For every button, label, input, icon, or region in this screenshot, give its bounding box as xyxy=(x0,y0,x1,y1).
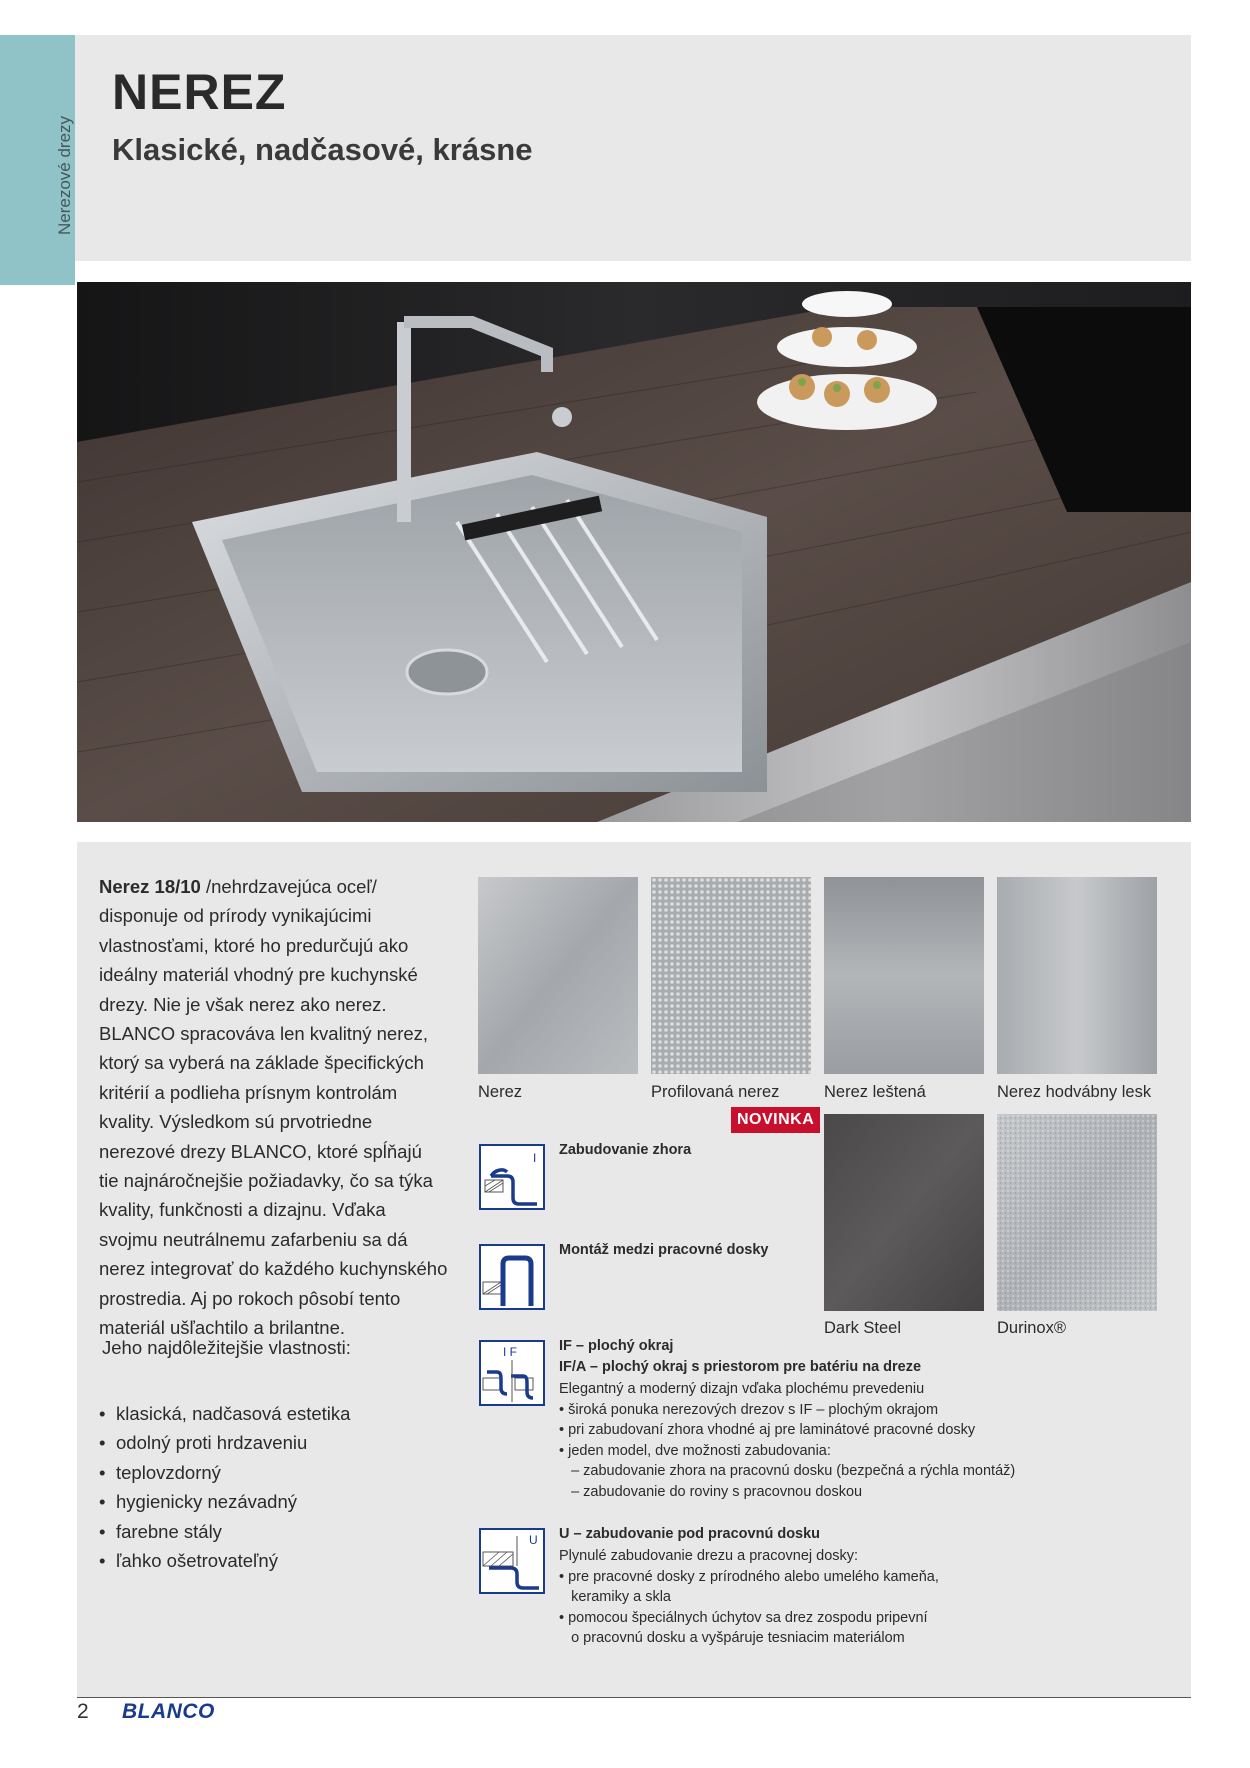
footer-divider xyxy=(77,1697,1191,1698)
swatch-profilovana-nerez xyxy=(651,877,811,1074)
mount-line: • pre pracovné dosky z prírodného alebo umelého kameňa, xyxy=(559,1568,939,1585)
intro-line: nerezové drezy BLANCO, ktoré spĺňajú xyxy=(99,1140,422,1162)
swatch-label: Dark Steel xyxy=(824,1319,902,1337)
swatch-label: Nerez hodvábny lesk xyxy=(997,1083,1152,1101)
intro-line: materiál ušľachtilo a brilantne. xyxy=(99,1317,346,1339)
flat-rim-icon xyxy=(479,1340,545,1406)
mount-line: keramiky a skla xyxy=(559,1589,671,1606)
mount-line: Elegantný a moderný dizajn vďaka plochému prevedeniu xyxy=(559,1381,925,1397)
mount-title: Montáž medzi pracovné dosky xyxy=(559,1242,769,1258)
properties-title: Jeho najdôležitejšie vlastnosti: xyxy=(102,1337,351,1358)
swatch-durinox xyxy=(997,1114,1157,1311)
intro-line: kritérií a podlieha prísnym kontrolám xyxy=(99,1081,398,1103)
list-item: • farebne stály xyxy=(99,1517,350,1546)
mount-line: • pri zabudovaní zhora vhodné aj pre laminátové pracovné dosky xyxy=(559,1422,976,1439)
swatch-nerez xyxy=(478,877,638,1074)
mount-line: • jeden model, dve možnosti zabudovania: xyxy=(559,1442,831,1459)
sink-illustration xyxy=(77,282,1191,822)
swatch-nerez-lestena xyxy=(824,877,984,1074)
intro-line: kvality. Výsledkom sú prvotriedne xyxy=(99,1111,373,1133)
list-item: • teplovzdorný xyxy=(99,1458,350,1487)
swatch-dark-steel xyxy=(824,1114,984,1311)
swatch-label: Profilovaná nerez xyxy=(651,1083,780,1101)
intro-line: drezy. Nie je však nerez ako nerez. xyxy=(99,993,387,1015)
svg-text:I: I xyxy=(533,1151,537,1165)
intro-line: prostredia. Aj po rokoch pôsobí tento xyxy=(99,1287,401,1309)
side-tab-label: Nerezové drezy xyxy=(55,115,74,235)
list-item: • hygienicky nezávadný xyxy=(99,1487,350,1516)
mount-title: Zabudovanie zhora xyxy=(559,1142,692,1158)
list-item: • odolný proti hrdzaveniu xyxy=(99,1428,350,1457)
mount-line: – zabudovanie zhora na pracovnú dosku (bezpečná a rýchla montáž) xyxy=(559,1463,1016,1480)
intro-line: ktorý sa vyberá na základe špecifických xyxy=(99,1052,424,1074)
new-badge: NOVINKA xyxy=(731,1107,895,1135)
mount-subtitle: IF/A – plochý okraj s priestorom pre batériu na dreze xyxy=(559,1359,922,1375)
mount-line: – zabudovanie do roviny s pracovnou doskou xyxy=(559,1483,863,1500)
svg-text:I F: I F xyxy=(503,1345,517,1359)
brand-logo: BLANCO xyxy=(122,1700,215,1723)
hero-sink-photo xyxy=(77,282,1191,822)
top-mount-icon xyxy=(479,1144,545,1210)
mount-line: Plynulé zabudovanie drezu a pracovnej dosky: xyxy=(559,1548,859,1564)
svg-text:U: U xyxy=(529,1533,538,1547)
mount-line: • pomocou špeciálnych úchytov sa drez zospodu pripevní xyxy=(559,1609,928,1626)
mount-line: o pracovnú dosku a vyšpáruje tesniacim materiálom xyxy=(559,1630,905,1647)
page-header xyxy=(75,35,1191,261)
intro-line: svojmu neutrálnemu zafarbeniu sa dá xyxy=(99,1228,408,1250)
swatch-label: Durinox® xyxy=(997,1319,1067,1337)
between-boards-icon xyxy=(479,1244,545,1310)
intro-line: BLANCO spracováva len kvalitný nerez, xyxy=(99,1023,429,1045)
intro-lead: Nerez 18/10 /nehrdzavejúca oceľ/ xyxy=(99,876,377,897)
intro-line: ideálny materiál vhodný pre kuchynské xyxy=(99,964,418,986)
page-subtitle: Klasické, nadčasové, krásne xyxy=(112,132,533,167)
intro-line: vlastnosťami, ktoré ho predurčujú ako xyxy=(99,934,409,956)
mount-line: • široká ponuka nerezových drezov s IF – plochým okrajom xyxy=(559,1401,939,1418)
intro-text xyxy=(99,872,469,1343)
properties-list xyxy=(99,1399,350,1575)
intro-line: tie najnáročnejšie požiadavky, čo sa týka xyxy=(99,1170,433,1192)
mount-title: U – zabudovanie pod pracovnú dosku xyxy=(559,1526,821,1542)
list-item: • klasická, nadčasová estetika xyxy=(99,1399,350,1428)
swatch-nerez-hodvabny-lesk xyxy=(997,877,1157,1074)
flat-rim-description xyxy=(559,1379,1015,1503)
page-title: NEREZ xyxy=(112,64,287,120)
undermount-icon xyxy=(479,1528,545,1594)
swatch-label: Nerez leštená xyxy=(824,1083,926,1101)
list-item: • ľahko ošetrovateľný xyxy=(99,1546,350,1575)
side-tab xyxy=(0,35,75,285)
page-number: 2 xyxy=(77,1700,89,1723)
intro-line: nerez integrovať do každého kuchynského xyxy=(99,1258,448,1280)
swatch-label: Nerez xyxy=(478,1083,523,1101)
mount-title: IF – plochý okraj xyxy=(559,1338,674,1354)
undermount-description xyxy=(559,1546,939,1649)
intro-line: kvality, funkčnosti a dizajnu. Vďaka xyxy=(99,1199,386,1221)
intro-line: disponuje od prírody vynikajúcimi xyxy=(99,905,372,927)
